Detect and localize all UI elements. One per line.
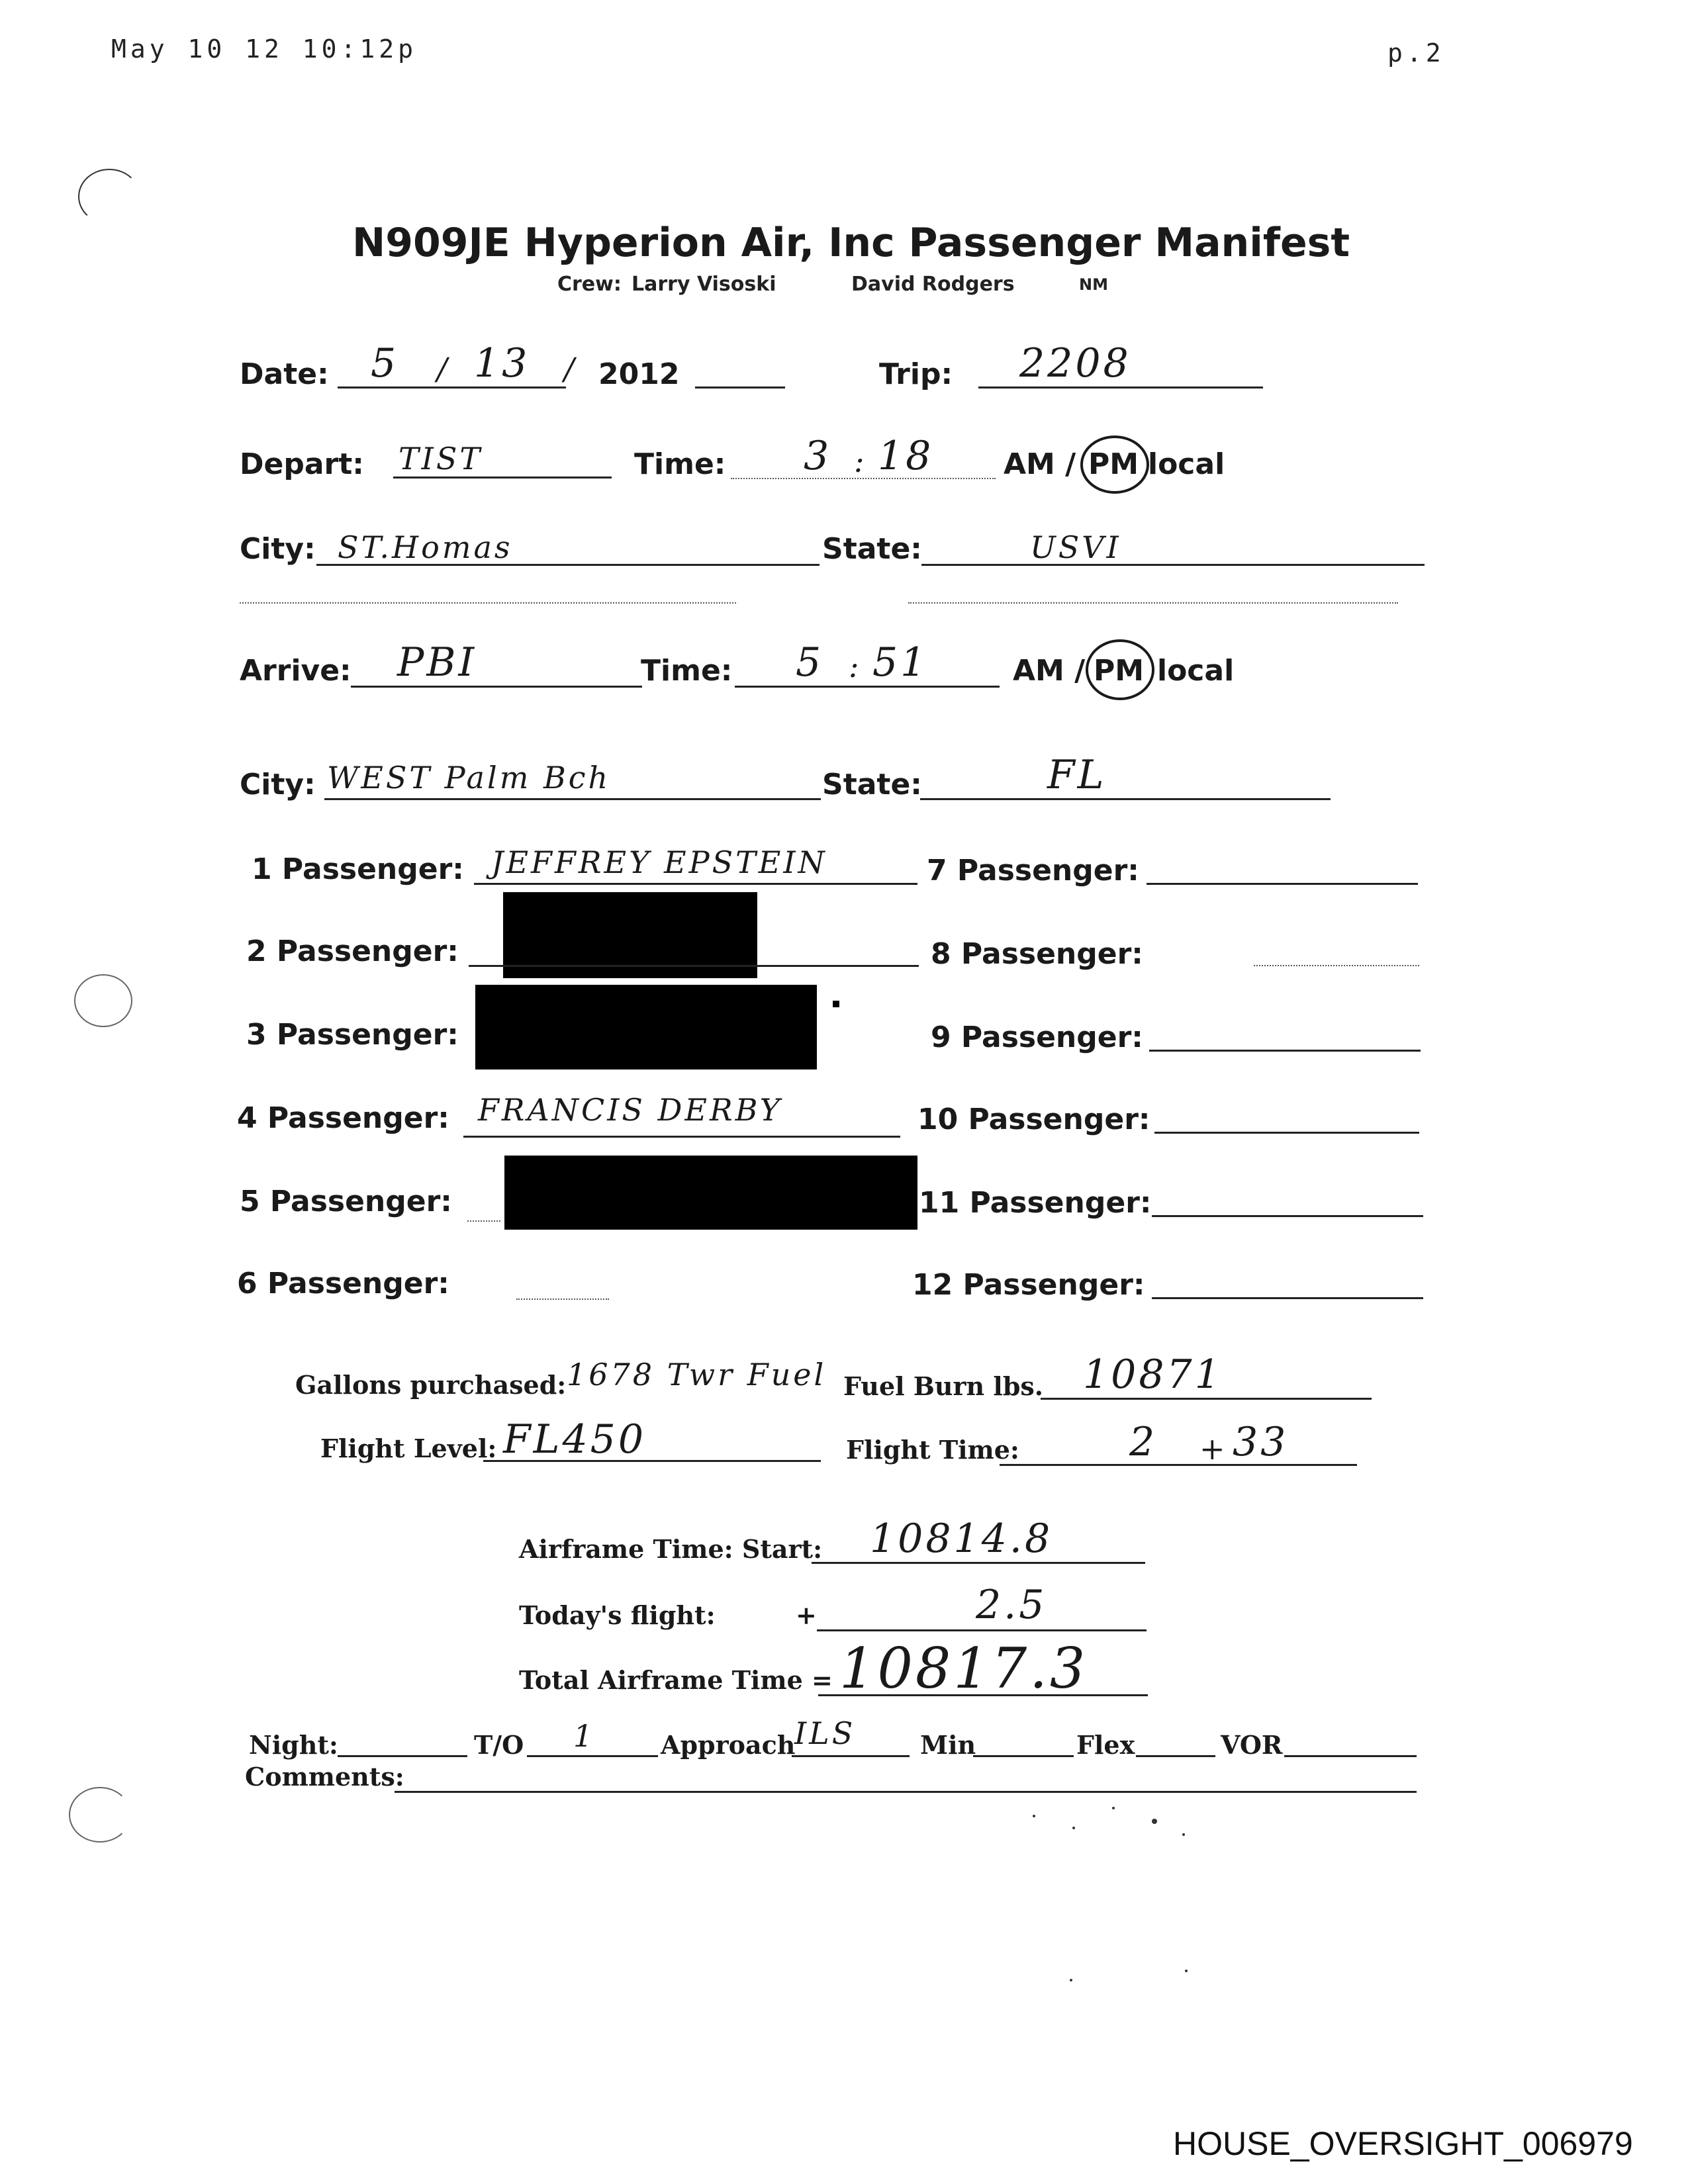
arrive-hour: 5 — [796, 639, 824, 686]
flight-time-hours: 2 — [1129, 1419, 1158, 1465]
passenger-label: 11 Passenger: — [919, 1186, 1152, 1220]
airframe-start-value: 10814.8 — [870, 1516, 1053, 1562]
fuel-burn-underline — [1041, 1398, 1372, 1400]
gallons-value: 1678 Twr Fuel — [567, 1357, 827, 1392]
flex-underline — [1136, 1755, 1215, 1757]
depart-local-label: local — [1148, 447, 1225, 481]
trip-value: 2208 — [1019, 340, 1131, 387]
scan-speck — [1182, 1833, 1185, 1836]
scan-speck — [1070, 1979, 1072, 1981]
arrive-time-colon: : — [849, 649, 862, 684]
arrive-city-value: WEST Palm Bch — [327, 760, 611, 796]
trip-underline — [978, 387, 1263, 388]
depart-underline — [393, 477, 612, 478]
punch-hole-mark — [74, 974, 132, 1027]
airframe-start-underline — [812, 1562, 1145, 1564]
trip-label: Trip: — [879, 357, 953, 391]
fuel-burn-value: 10871 — [1083, 1351, 1223, 1398]
crew-member-2: David Rodgers — [851, 273, 1015, 296]
comments-underline — [395, 1791, 1417, 1793]
passenger-label: 9 Passenger: — [931, 1021, 1143, 1054]
manifest-title: N909JE Hyperion Air, Inc Passenger Manifest — [352, 220, 1350, 266]
passenger-underline — [1154, 1132, 1419, 1134]
depart-pm-label: PM — [1088, 447, 1139, 481]
fax-page-number: p.2 — [1387, 38, 1445, 68]
passenger-label: 3 Passenger: — [246, 1018, 459, 1052]
arrive-time-label: Time: — [641, 654, 733, 688]
scan-speck — [1112, 1807, 1115, 1809]
punch-hole-mark — [69, 1787, 131, 1843]
arrive-city-underline — [324, 798, 821, 800]
blank-line — [908, 602, 1398, 604]
todays-flight-value: 2.5 — [976, 1582, 1047, 1628]
flight-time-plus: + — [1199, 1431, 1228, 1467]
total-airframe-value: 10817.3 — [839, 1636, 1088, 1701]
passenger-label: 8 Passenger: — [931, 937, 1143, 971]
date-year: 2012 — [598, 357, 680, 391]
passenger-underline — [1254, 965, 1419, 966]
arrive-minute: 51 — [872, 639, 929, 686]
depart-city-underline — [316, 564, 820, 566]
passenger-underline — [474, 883, 917, 885]
night-underline — [338, 1755, 467, 1757]
arrive-pm-label: PM — [1094, 654, 1145, 688]
depart-state-value: USVI — [1030, 529, 1121, 565]
min-label: Min — [920, 1730, 976, 1760]
date-label: Date: — [240, 357, 329, 391]
arrive-underline — [351, 686, 642, 688]
arrive-time-underline — [735, 686, 1000, 688]
depart-time-label: Time: — [634, 447, 726, 481]
crew-initials: NM — [1079, 275, 1108, 294]
passenger-underline — [1152, 1215, 1423, 1217]
redaction-mark — [833, 1001, 839, 1007]
arrive-state-value: FL — [1047, 752, 1107, 798]
night-label: Night: — [249, 1730, 338, 1760]
depart-am-label: AM / — [1004, 447, 1076, 481]
bates-number: HOUSE_OVERSIGHT_006979 — [1173, 2125, 1633, 2162]
punch-hole-mark — [78, 169, 140, 224]
depart-airport: TIST — [399, 441, 483, 477]
scan-speck — [1152, 1819, 1157, 1824]
passenger-label: 7 Passenger: — [927, 854, 1139, 887]
depart-state-underline — [921, 564, 1425, 566]
vor-underline — [1284, 1755, 1417, 1757]
year-underline — [695, 387, 785, 388]
arrive-am-label: AM / — [1013, 654, 1086, 688]
depart-hour: 3 — [804, 433, 832, 479]
passenger-underline — [1147, 883, 1418, 885]
date-month: 5 — [371, 340, 399, 387]
redaction-box — [475, 985, 817, 1069]
approach-label: Approach — [661, 1730, 796, 1760]
fax-timestamp: May 10 12 10:12p — [111, 34, 418, 64]
passenger-label: 10 Passenger: — [917, 1103, 1150, 1136]
scan-speck — [1033, 1815, 1035, 1817]
passenger-underline — [463, 1136, 900, 1138]
depart-label: Depart: — [240, 447, 364, 481]
total-airframe-underline — [818, 1694, 1148, 1696]
depart-minute: 18 — [878, 433, 934, 479]
min-underline — [973, 1755, 1074, 1757]
date-separator: / — [437, 351, 450, 387]
flight-level-value: FL450 — [503, 1416, 646, 1463]
passenger-label: 1 Passenger: — [252, 852, 464, 886]
depart-city-label: City: — [240, 532, 316, 566]
flight-time-label: Flight Time: — [846, 1435, 1019, 1465]
passenger-label: 5 Passenger: — [240, 1185, 452, 1218]
approach-value: ILS — [794, 1715, 856, 1751]
arrive-airport: PBI — [397, 639, 477, 686]
gallons-label: Gallons purchased: — [295, 1370, 567, 1400]
fuel-burn-label: Fuel Burn lbs. — [843, 1371, 1044, 1401]
vor-label: VOR — [1221, 1730, 1283, 1760]
blank-line — [240, 602, 736, 604]
arrive-local-label: local — [1157, 654, 1235, 688]
depart-state-label: State: — [822, 532, 922, 566]
comments-label: Comments: — [245, 1762, 404, 1792]
date-separator: / — [564, 351, 577, 387]
flight-time-minutes: 33 — [1233, 1419, 1289, 1465]
airframe-start-label: Airframe Time: Start: — [519, 1534, 823, 1564]
date-day: 13 — [474, 340, 530, 387]
todays-flight-label: Today's flight: — [519, 1600, 716, 1630]
passenger-label: 6 Passenger: — [237, 1267, 449, 1300]
depart-time-underline — [731, 478, 996, 479]
depart-city-value: ST.Homas — [338, 529, 513, 565]
approach-underline — [792, 1755, 910, 1757]
flex-label: Flex — [1076, 1730, 1135, 1760]
passenger-name: FRANCIS DERBY — [478, 1092, 782, 1128]
total-airframe-label: Total Airframe Time = — [519, 1665, 833, 1695]
passenger-underline — [516, 1298, 609, 1300]
todays-flight-plus: + — [796, 1600, 817, 1630]
passenger-underline — [1149, 1050, 1421, 1052]
takeoff-underline — [527, 1755, 658, 1757]
arrive-label: Arrive: — [240, 654, 352, 688]
passenger-label: 12 Passenger: — [912, 1268, 1145, 1302]
takeoff-value: 1 — [573, 1718, 596, 1754]
flight-time-underline — [1000, 1464, 1357, 1466]
passenger-underline — [469, 965, 919, 967]
flight-level-label: Flight Level: — [320, 1433, 497, 1463]
todays-flight-underline — [817, 1629, 1147, 1631]
takeoff-label: T/O — [474, 1730, 524, 1760]
passenger-name: JEFFREY EPSTEIN — [491, 844, 827, 880]
date-underline — [338, 387, 566, 388]
crew-member-1: Larry Visoski — [632, 273, 776, 296]
passenger-underline — [1152, 1297, 1423, 1299]
redaction-box — [504, 1156, 917, 1230]
passenger-underline — [467, 1220, 500, 1222]
crew-label: Crew: — [557, 273, 622, 296]
flight-level-underline — [483, 1460, 821, 1462]
arrive-city-label: City: — [240, 768, 316, 801]
arrive-state-underline — [920, 798, 1331, 800]
passenger-label: 4 Passenger: — [237, 1101, 449, 1135]
arrive-state-label: State: — [822, 768, 922, 801]
scan-speck — [1072, 1827, 1075, 1829]
scan-speck — [1185, 1970, 1188, 1972]
passenger-label: 2 Passenger: — [246, 934, 459, 968]
depart-time-colon: : — [854, 443, 867, 479]
